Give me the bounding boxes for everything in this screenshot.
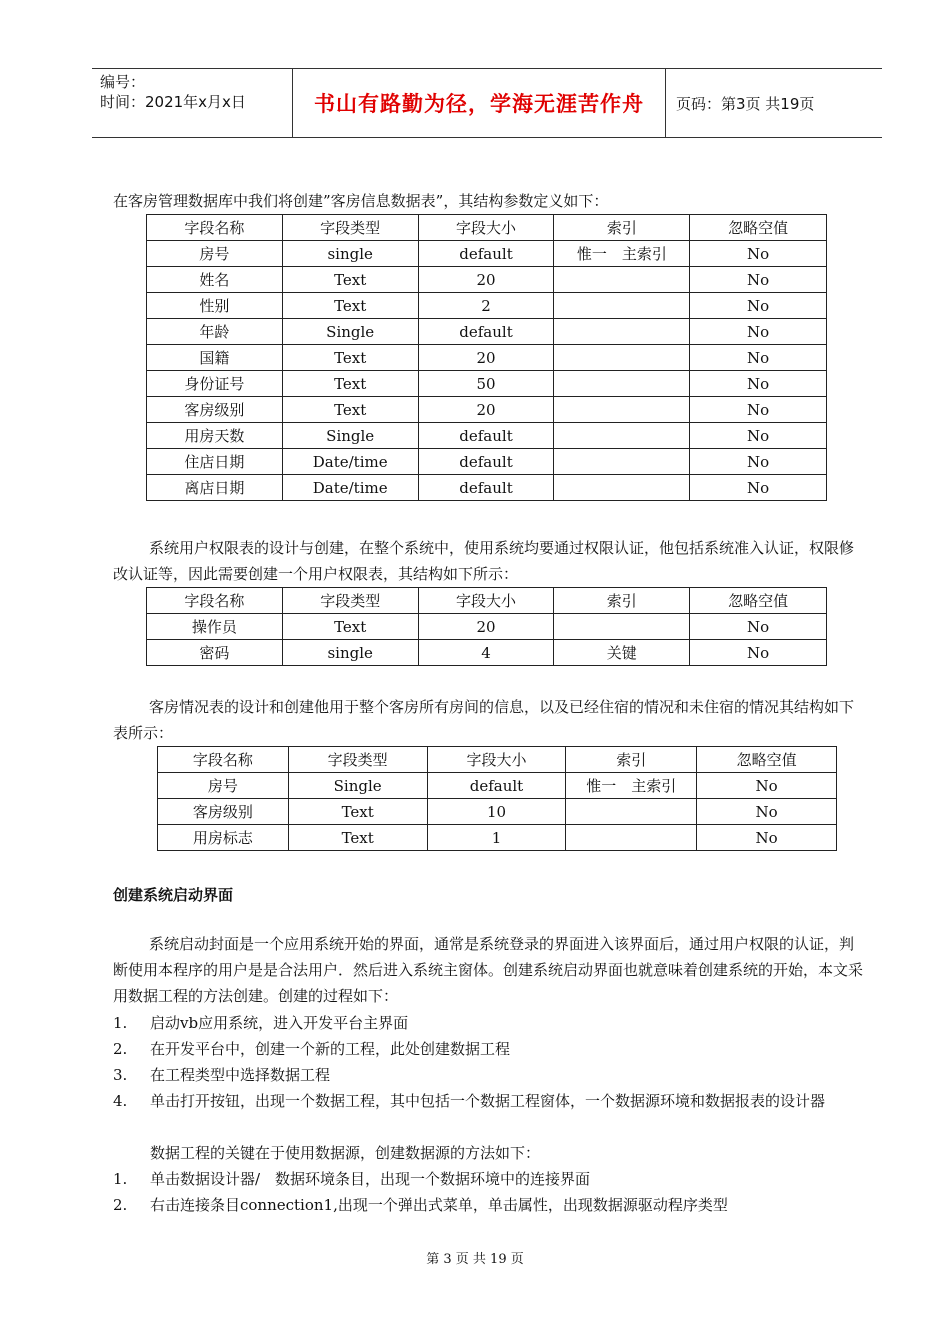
table-cell: [554, 371, 690, 397]
table-cell: Text: [282, 371, 418, 397]
table-row: [158, 799, 837, 825]
table-row: [147, 371, 827, 397]
motto: 书山有路勤为径，学海无涯苦作舟: [314, 92, 644, 116]
table-header-cell: 字段大小: [418, 588, 554, 614]
table-cell: [554, 614, 690, 640]
table-cell: Text: [282, 293, 418, 319]
table-cell: Date/time: [282, 449, 418, 475]
table-header-cell: 字段大小: [427, 747, 566, 773]
number-label: 编号：: [100, 73, 146, 91]
table-cell: Text: [282, 397, 418, 423]
table-cell: No: [690, 397, 827, 423]
list-text: 在开发平台中，创建一个新的工程，此处创建数据工程: [150, 1040, 511, 1058]
table-cell: default: [418, 423, 554, 449]
list-number: 3.: [113, 1066, 128, 1084]
page-footer: 第 3 页 共 19 页: [426, 1252, 524, 1267]
table-cell: 1: [427, 825, 566, 851]
room-status-table: [157, 746, 837, 851]
table-header-cell: 索引: [566, 747, 697, 773]
table-cell: Date/time: [282, 475, 418, 501]
user-permission-table: [146, 587, 827, 666]
table-cell: 年龄: [147, 319, 283, 345]
table-cell: No: [690, 345, 827, 371]
list-text: 启动vb应用系统，进入开发平台主界面: [150, 1014, 409, 1032]
list-text: 在工程类型中选择数据工程: [150, 1066, 331, 1084]
table-cell: 50: [418, 371, 554, 397]
table-cell: No: [690, 475, 827, 501]
table-row: [147, 397, 827, 423]
table-cell: 4: [418, 640, 554, 666]
table-cell: Single: [282, 423, 418, 449]
table-cell: No: [697, 799, 837, 825]
table-cell: 关键: [554, 640, 690, 666]
list-text: 单击打开按钮，出现一个数据工程，其中包括一个数据工程窗体，一个数据源环境和数据报表的设计器: [150, 1092, 826, 1110]
table-cell: 住店日期: [147, 449, 283, 475]
table-header-cell: 忽略空值: [690, 215, 827, 241]
table-cell: No: [690, 449, 827, 475]
table-cell: single: [282, 241, 418, 267]
list-text: 单击数据设计器/ 数据环境条目，出现一个数据环境中的连接界面: [150, 1170, 591, 1188]
datasource-note: 数据工程的关键在于使用数据源，创建数据源的方法如下：: [150, 1144, 541, 1162]
list-number: 4.: [113, 1092, 128, 1110]
table-cell: 国籍: [147, 345, 283, 371]
table-cell: 客房级别: [147, 397, 283, 423]
table-header-cell: 字段大小: [418, 215, 554, 241]
time-label: 时间：2021年x月x日: [100, 93, 246, 111]
table-cell: 操作员: [147, 614, 283, 640]
table-cell: [554, 293, 690, 319]
table-row: [147, 614, 827, 640]
table-row: [158, 825, 837, 851]
table-cell: [554, 449, 690, 475]
table-header-cell: 字段名称: [147, 588, 283, 614]
table-header-cell: 字段类型: [282, 215, 418, 241]
table-row: [147, 640, 827, 666]
table-cell: No: [697, 773, 837, 799]
guest-info-table: [146, 214, 827, 501]
section4-heading: 创建系统启动界面: [113, 886, 234, 904]
table-cell: 20: [418, 345, 554, 371]
table-cell: 惟一 主索引: [554, 241, 690, 267]
table-cell: Text: [282, 614, 418, 640]
table-cell: 离店日期: [147, 475, 283, 501]
table-cell: 20: [418, 397, 554, 423]
table-cell: [554, 397, 690, 423]
header-right-cell: [666, 69, 882, 137]
table-cell: 密码: [147, 640, 283, 666]
table-cell: Text: [282, 345, 418, 371]
section3-intro: 客房情况表的设计和创建他用于整个客房所有房间的信息，以及已经住宿的情况和未住宿的情况其结构如下表所示：: [113, 698, 855, 742]
table-header-row: [147, 588, 827, 614]
table-row: [147, 293, 827, 319]
table-cell: [566, 825, 697, 851]
table-cell: No: [690, 640, 827, 666]
table-cell: [554, 345, 690, 371]
list-number: 2.: [113, 1040, 128, 1058]
table-cell: 惟一 主索引: [566, 773, 697, 799]
table-cell: 用房天数: [147, 423, 283, 449]
section4-intro: 系统启动封面是一个应用系统开始的界面，通常是系统登录的界面进入该界面后，通过用户权限的认证，判断使用本程序的用户是是合法用户．然后进入系统主窗体。创建系统启动界面也就意味着创建系统的开始，本文采用数据工程的方法创建。创建的过程如下：: [113, 935, 864, 1005]
table-header-row: [147, 215, 827, 241]
table-row: [147, 449, 827, 475]
section2-intro: 系统用户权限表的设计与创建，在整个系统中，使用系统均要通过权限认证，他包括系统准入认证，权限修改认证等，因此需要创建一个用户权限表，其结构如下所示：: [113, 539, 855, 583]
table-cell: 客房级别: [158, 799, 289, 825]
table-row: [147, 267, 827, 293]
header-motto-cell: [293, 69, 666, 137]
table-row: [158, 773, 837, 799]
table-cell: Text: [288, 799, 427, 825]
table-cell: Text: [282, 267, 418, 293]
table-row: [147, 319, 827, 345]
list-text: 右击连接条目connection1,出现一个弹出式菜单，单击属性，出现数据源驱动程序类型: [150, 1196, 728, 1214]
table-cell: 性别: [147, 293, 283, 319]
table-row: [147, 423, 827, 449]
table-cell: [554, 267, 690, 293]
table-cell: No: [690, 319, 827, 345]
table-cell: Single: [282, 319, 418, 345]
table-cell: 20: [418, 614, 554, 640]
table-cell: 房号: [158, 773, 289, 799]
table-header-cell: 忽略空值: [697, 747, 837, 773]
table-header-cell: 索引: [554, 215, 690, 241]
table-cell: No: [690, 371, 827, 397]
list-number: 1.: [113, 1014, 128, 1032]
page-header: [92, 68, 882, 138]
table-cell: 20: [418, 267, 554, 293]
table-row: [147, 345, 827, 371]
table-header-row: [158, 747, 837, 773]
table-cell: 2: [418, 293, 554, 319]
list-number: 2.: [113, 1196, 128, 1214]
table-cell: 姓名: [147, 267, 283, 293]
table-header-cell: 索引: [554, 588, 690, 614]
section1-intro: 在客房管理数据库中我们将创建”客房信息数据表”，其结构参数定义如下：: [113, 192, 609, 210]
table-cell: No: [697, 825, 837, 851]
table-header-cell: 忽略空值: [690, 588, 827, 614]
table-cell: 房号: [147, 241, 283, 267]
table-cell: default: [418, 241, 554, 267]
list-number: 1.: [113, 1170, 128, 1188]
table-cell: No: [690, 293, 827, 319]
table-row: [147, 475, 827, 501]
table-cell: [554, 475, 690, 501]
table-cell: Single: [288, 773, 427, 799]
table-header-cell: 字段名称: [158, 747, 289, 773]
table-cell: default: [418, 319, 554, 345]
table-header-cell: 字段名称: [147, 215, 283, 241]
table-cell: No: [690, 241, 827, 267]
table-cell: default: [427, 773, 566, 799]
table-cell: single: [282, 640, 418, 666]
table-cell: No: [690, 614, 827, 640]
table-header-cell: 字段类型: [288, 747, 427, 773]
table-cell: 身份证号: [147, 371, 283, 397]
header-left-cell: [92, 69, 293, 137]
table-header-cell: 字段类型: [282, 588, 418, 614]
table-cell: Text: [288, 825, 427, 851]
table-cell: No: [690, 267, 827, 293]
table-row: [147, 241, 827, 267]
table-cell: 用房标志: [158, 825, 289, 851]
page-info: 页码：第3页 共19页: [676, 94, 815, 113]
table-cell: default: [418, 449, 554, 475]
table-cell: [554, 319, 690, 345]
table-cell: [566, 799, 697, 825]
table-cell: [554, 423, 690, 449]
table-cell: default: [418, 475, 554, 501]
table-cell: 10: [427, 799, 566, 825]
table-cell: No: [690, 423, 827, 449]
